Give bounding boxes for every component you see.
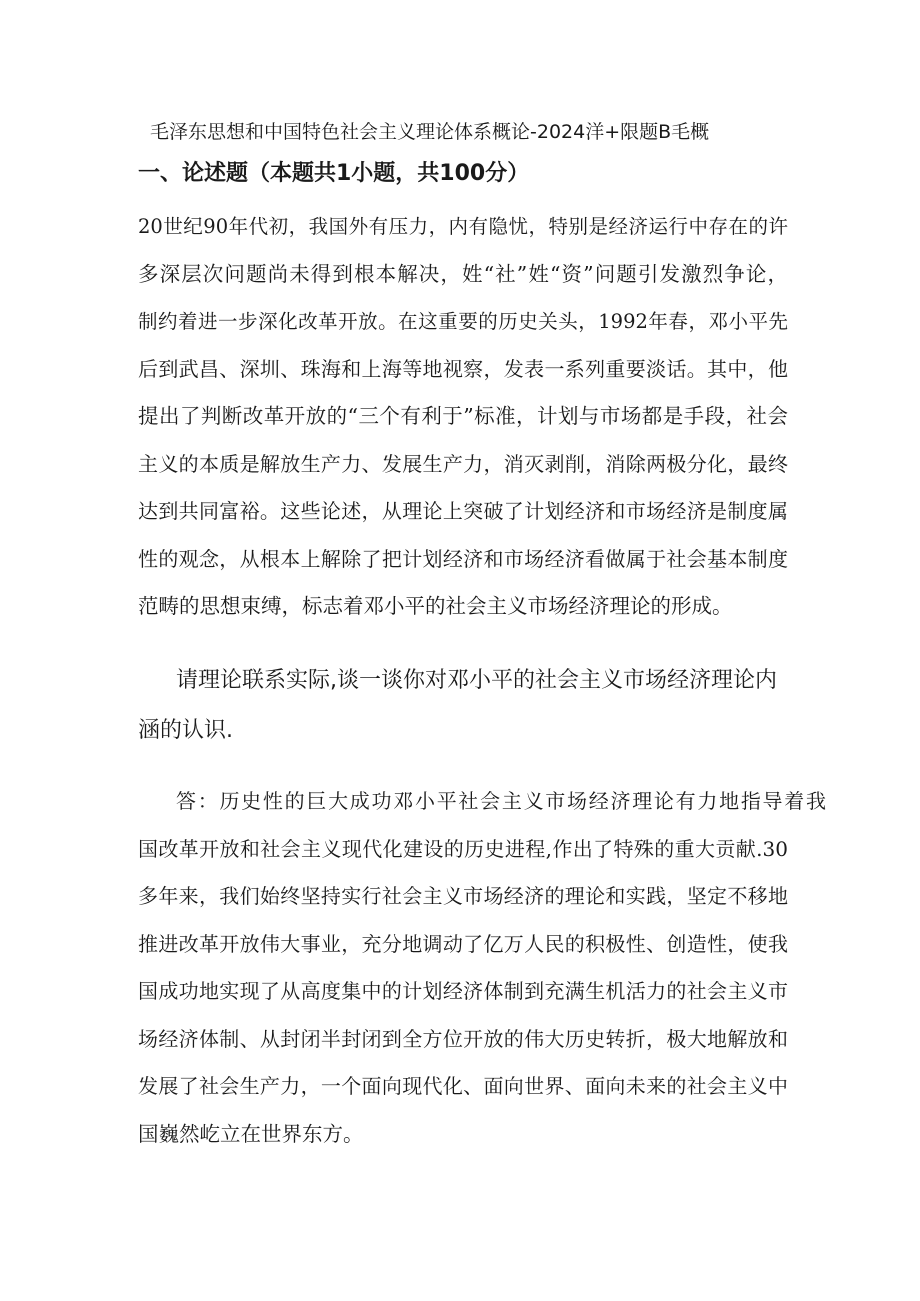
- question-line: 请理论联系实际,谈一谈你对邓小平的社会主义市场经济理论内: [176, 668, 777, 693]
- material-line: 提出了判断改革开放的“三个有利于”标准，计划与市场都是手段，社会: [138, 404, 788, 428]
- material-line: 制约着进一步深化改革开放。在这重要的历史关头，1992年春，邓小平先: [138, 310, 788, 333]
- question-line: 涵的认识.: [138, 718, 233, 743]
- material-line: 范畴的思想束缚，标志着邓小平的社会主义市场经济理论的形成。: [138, 594, 733, 618]
- material-line: 主义的本质是解放生产力、发展生产力，消灭剥削，消除两极分化，最终: [138, 451, 788, 476]
- answer-line: 答：历史性的巨大成功邓小平社会主义市场经济理论有力地指导着我: [176, 789, 826, 813]
- answer-line: 国成功地实现了从高度集中的计划经济体制到充满生机活力的社会主义市: [138, 979, 788, 1003]
- material-line: 达到共同富裕。这些论述，从理论上突破了计划经济和市场经济是制度属: [138, 499, 788, 523]
- answer-line: 多年来，我们始终坚持实行社会主义市场经济的理论和实践，坚定不移地: [138, 884, 788, 908]
- material-paragraph: [138, 203, 788, 631]
- answer-line: 发展了社会生产力，一个面向现代化、面向世界、面向未来的社会主义中: [138, 1074, 788, 1098]
- answer-line: 国改革开放和社会主义现代化建设的历史进程,作出了特殊的重大贡献.30: [138, 836, 788, 861]
- material-line: 多深层次问题尚未得到根本解决，姓“社”姓“资”问题引发激烈争论，: [138, 261, 788, 286]
- answer-line: 场经济体制、从封闭半封闭到全方位开放的伟大历史转折，极大地解放和: [138, 1026, 788, 1051]
- answer-paragraph: [138, 778, 826, 1158]
- section-heading: 一、论述题（本题共1小题，共100分）: [138, 161, 530, 186]
- answer-line: 国巍然屹立在世界东方。: [138, 1121, 364, 1146]
- material-line: 后到武昌、深圳、珠海和上海等地视察，发表一系列重要淡话。其中，他: [138, 356, 788, 381]
- material-line: 20世纪90年代初，我国外有压力，内有隐忧，特别是经济运行中存在的许: [138, 215, 788, 238]
- question-prompt: [138, 656, 788, 756]
- material-line: 性的观念，从根本上解除了把计划经济和市场经济看做属于社会基本制度: [138, 546, 788, 571]
- document-title: 毛泽东思想和中国特色社会主义理论体系概论-2024洋+限题B毛概: [150, 121, 710, 143]
- answer-line: 推进改革开放伟大事业，充分地调动了亿万人民的积极性、创造性，使我: [138, 931, 788, 956]
